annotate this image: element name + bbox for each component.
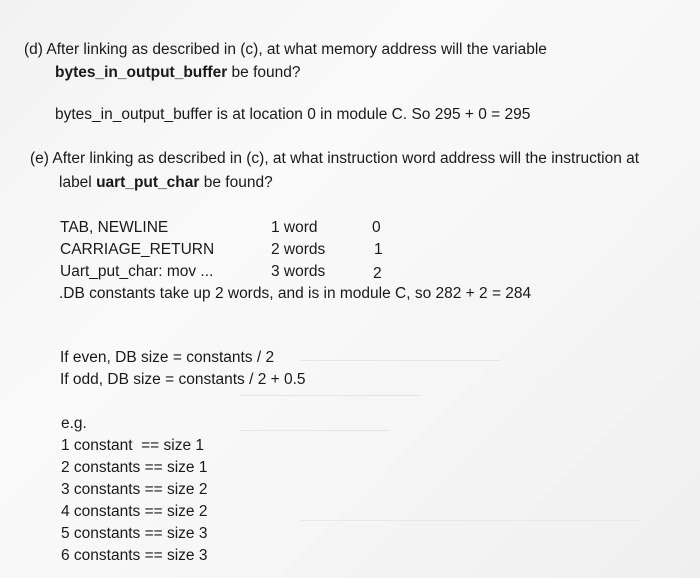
table-row-size: 2 words (271, 241, 326, 258)
db-note: .DB constants take up 2 words, and is in module C, so 282 + 2 = 284 (59, 285, 532, 302)
example-line: 5 constants == size 3 (61, 525, 208, 542)
table-row-label: Uart_put_char: mov ... (60, 263, 214, 280)
eg-label: e.g. (61, 415, 87, 432)
table-row-size: 1 word (271, 219, 318, 236)
example-line: 6 constants == size 3 (61, 547, 208, 564)
bleed-through-decoration (240, 395, 420, 396)
bleed-through-decoration (300, 520, 640, 521)
bleed-through-decoration (240, 430, 390, 431)
part-e-question-line1: (e) After linking as described in (c), at what instruction word address will the instruction at (30, 150, 640, 167)
part-d-question-line1: (d) After linking as described in (c), at what memory address will the variable (24, 41, 547, 58)
table-row-size: 3 words (271, 263, 326, 280)
example-line: 4 constants == size 2 (61, 503, 208, 520)
table-row-label: CARRIAGE_RETURN (60, 241, 215, 258)
rule-even: If even, DB size = constants / 2 (60, 349, 275, 366)
part-d-answer: bytes_in_output_buffer is at location 0 in module C. So 295 + 0 = 295 (55, 106, 531, 123)
table-row-index: 2 (373, 265, 382, 282)
table-row-index: 0 (372, 219, 381, 236)
bleed-through-decoration (300, 360, 500, 361)
rule-odd: If odd, DB size = constants / 2 + 0.5 (60, 371, 306, 388)
example-line: 2 constants == size 1 (61, 459, 208, 476)
part-d-question-line2: bytes_in_output_buffer be found? (55, 64, 301, 81)
table-row-index: 1 (374, 241, 383, 258)
table-row-label: TAB, NEWLINE (60, 219, 169, 236)
example-line: 3 constants == size 2 (61, 481, 208, 498)
example-line: 1 constant == size 1 (61, 437, 205, 454)
variable-name: bytes_in_output_buffer (55, 64, 228, 81)
label-name: uart_put_char (96, 174, 200, 191)
part-e-question-line2: label uart_put_char be found? (59, 174, 273, 191)
